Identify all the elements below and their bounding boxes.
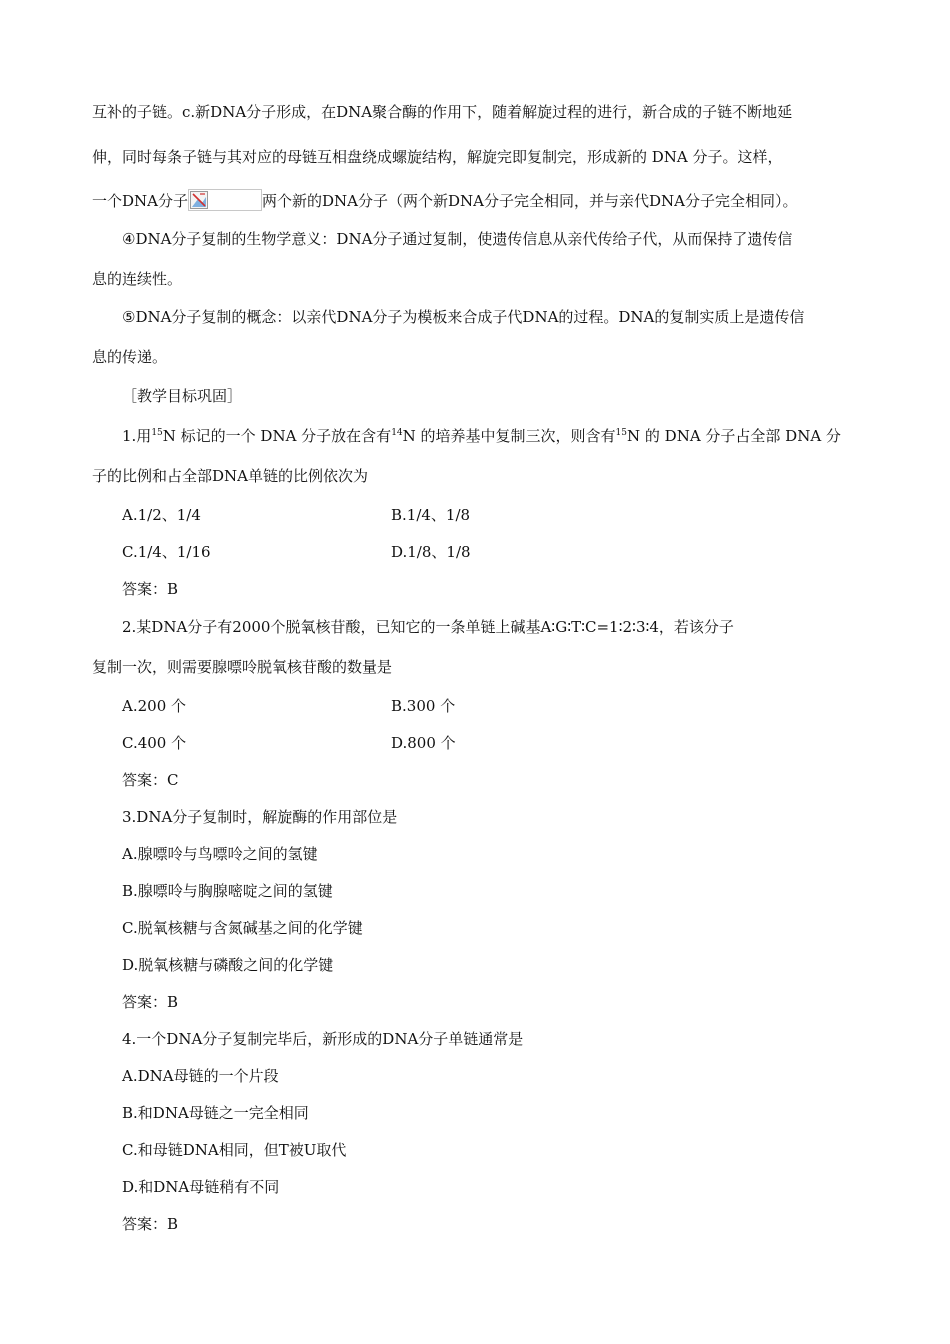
question-3-stem: 3.DNA分子复制时，解旋酶的作用部位是 xyxy=(122,808,398,826)
question-3-option-b: B.腺嘌呤与胸腺嘧啶之间的氢键 xyxy=(122,882,333,900)
question-3-option-a: A.腺嘌呤与鸟嘌呤之间的氢键 xyxy=(122,845,318,863)
question-2-option-b: B.300 个 xyxy=(391,697,456,715)
question-3-option-d: D.脱氧核糖与磷酸之间的化学键 xyxy=(122,956,334,974)
paragraph-line: 息的连续性。 xyxy=(92,270,183,288)
question-1-stem-cont: 子的比例和占全部DNA单链的比例依次为 xyxy=(92,467,368,485)
question-1-option-a: A.1/2、1/4 xyxy=(122,506,201,524)
broken-image-icon xyxy=(188,189,262,211)
text-segment: N 标记的一个 DNA 分子放在含有 xyxy=(162,427,392,445)
paragraph-line: 互补的子链。c.新DNA分子形成，在DNA聚合酶的作用下，随着解旋过程的进行，新合成的子链不断地延 xyxy=(92,103,793,121)
section-heading: ［教学目标巩固］ xyxy=(122,387,243,405)
text-segment: 一个DNA分子 xyxy=(92,192,188,210)
superscript: 14 xyxy=(391,428,403,438)
paragraph-line: 息的传递。 xyxy=(92,348,168,366)
question-4-option-b: B.和DNA母链之一完全相同 xyxy=(122,1104,309,1122)
question-4-stem: 4.一个DNA分子复制完毕后，新形成的DNA分子单链通常是 xyxy=(122,1030,524,1048)
question-4-option-c: C.和母链DNA相同，但T被U取代 xyxy=(122,1141,347,1159)
paragraph-line: 伸，同时每条子链与其对应的母链互相盘绕成螺旋结构，解旋完即复制完，形成新的 DNA 分子。这样， xyxy=(92,148,783,166)
superscript: 15 xyxy=(151,428,163,438)
question-2-stem: 2.某DNA分子有2000个脱氧核苷酸，已知它的一条单链上碱基A∶G∶T∶C=1∶2∶3∶4，若该分子 xyxy=(122,618,734,636)
text-segment: N 的培养基中复制三次，则含有 xyxy=(402,427,616,445)
question-1-option-c: C.1/4、1/16 xyxy=(122,543,211,561)
paragraph-line: ⑤DNA分子复制的概念：以亲代DNA分子为模板来合成子代DNA的过程。DNA的复制实质上是遗传信 xyxy=(122,308,805,326)
question-1-option-b: B.1/4、1/8 xyxy=(391,506,471,524)
paragraph-line: ④DNA分子复制的生物学意义：DNA分子通过复制，使遗传信息从亲代传给子代，从而保持了遗传信 xyxy=(122,230,793,248)
question-2-answer: 答案：C xyxy=(122,771,179,789)
question-4-option-a: A.DNA母链的一个片段 xyxy=(122,1067,279,1085)
question-3-option-c: C.脱氧核糖与含氮碱基之间的化学键 xyxy=(122,919,363,937)
text-segment: 两个新的DNA分子（两个新DNA分子完全相同，并与亲代DNA分子完全相同）。 xyxy=(261,192,798,210)
question-2-option-d: D.800 个 xyxy=(391,734,456,752)
question-2-option-c: C.400 个 xyxy=(122,734,187,752)
question-2-stem-cont: 复制一次，则需要腺嘌呤脱氧核苷酸的数量是 xyxy=(92,658,393,676)
paragraph-line xyxy=(92,189,797,211)
question-1-stem xyxy=(122,426,841,446)
text-segment: 1.用 xyxy=(122,427,152,445)
text-segment: N 的 DNA 分子占全部 DNA 分 xyxy=(627,427,841,445)
question-4-option-d: D.和DNA母链稍有不同 xyxy=(122,1178,280,1196)
question-2-option-a: A.200 个 xyxy=(122,697,186,715)
question-1-option-d: D.1/8、1/8 xyxy=(391,543,471,561)
question-1-answer: 答案：B xyxy=(122,580,179,598)
question-4-answer: 答案：B xyxy=(122,1215,179,1233)
question-3-answer: 答案：B xyxy=(122,993,179,1011)
superscript: 15 xyxy=(615,428,627,438)
